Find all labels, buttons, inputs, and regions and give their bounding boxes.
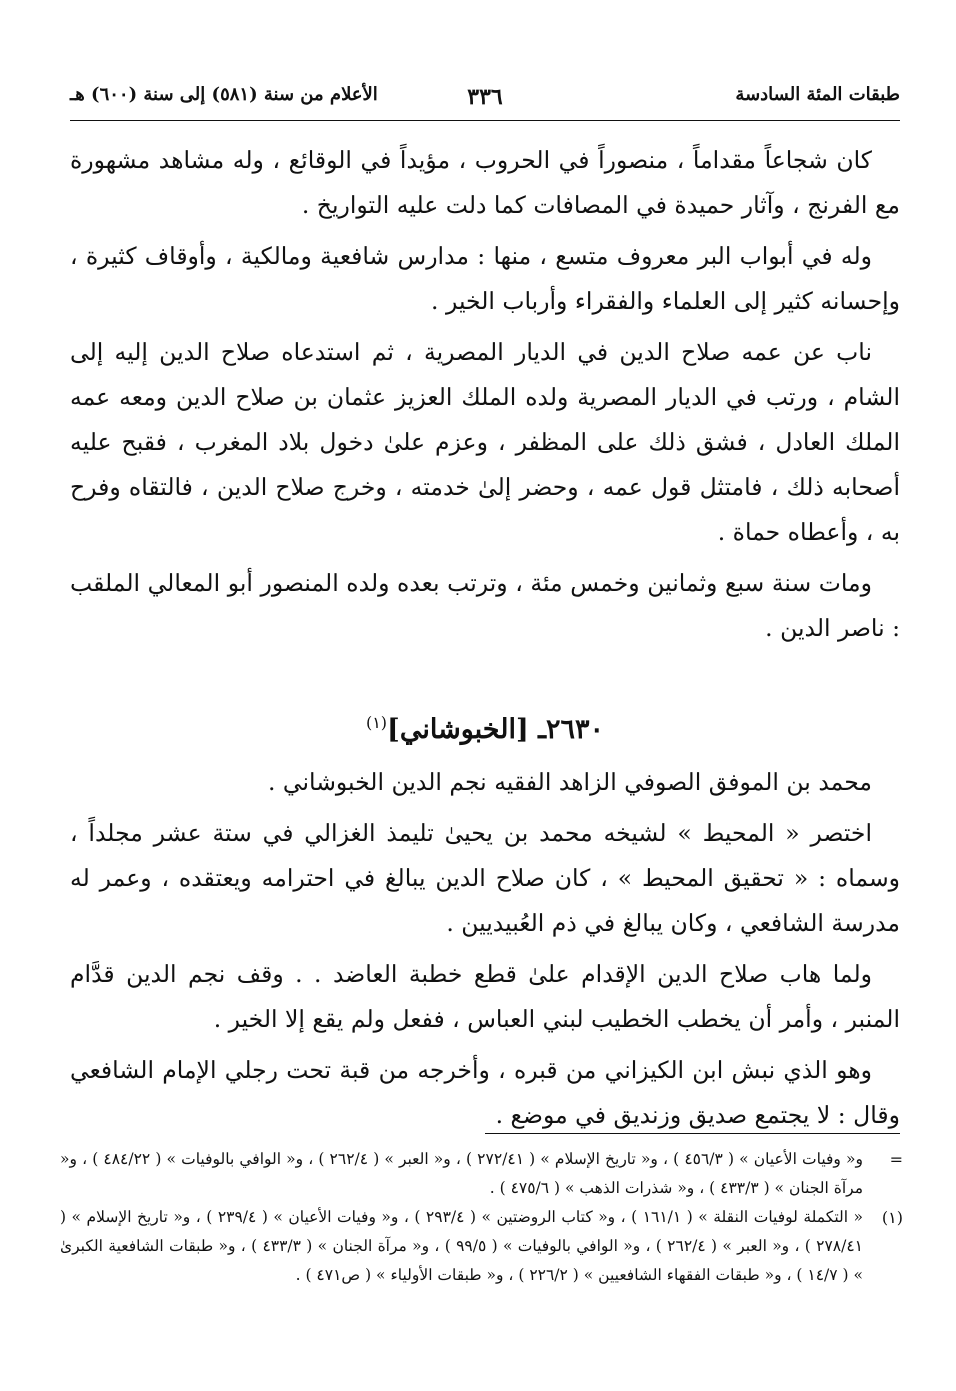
paragraph: كان شجاعاً مقداماً ، منصوراً في الحروب ، مؤيداً في الوقائع ، وله مشاهد مشهورة مع الفرنج ، وآثار حميدة في المصافات كما دلت عليه التواريخ .: [70, 146, 900, 219]
paragraph: ناب عن عمه صلاح الدين في الديار المصرية ، ثم استدعاه صلاح الدين إليه إلى الشام ، ورتب في الديار المصرية ولده الملك العزيز عثمان بن صلاح الدين ومعه عمه الملك العادل ، فشق ذلك على المظفر ، وعزم علىٰ دخول بلاد المغرب ، فقبح عليه أصحابه ذلك ، فامتثل قول عمه ، وحضر إلىٰ خدمته ، وخرج صلاح الدين ، فالتقاه وفرح به ، وأعطاه حماة .: [70, 338, 900, 546]
running-header: [70, 84, 900, 118]
footnote-mark: (١): [881, 1208, 903, 1227]
paragraph: وهو الذي نبش ابن الكيزاني من قبره ، وأخرجه من قبة تحت رجلي الإمام الشافعي وقال : لا يجتمع صديق وزنديق في موضع .: [70, 1056, 900, 1129]
footnote: [60, 1145, 903, 1203]
header-section-title: طبقات المئة السادسة: [735, 84, 900, 105]
footnote: [60, 1203, 903, 1290]
footnote-text: و« وفيات الأعيان » ( ٤٥٦/٣ ) ، و« تاريخ الإسلام » ( ٢٧٢/٤١ ) ، و« العبر » ( ٢٦٢/٤ ) ، و« الوافي بالوفيات » ( ٤٨٤/٢٢ ) ، و« مرآة الجنان » ( ٤٣٣/٣ ) ، و« شذرات الذهب » ( ٤٧٥/٦ ) .: [60, 1150, 863, 1197]
footnote-divider: [485, 1133, 900, 1134]
footnote-reference: (١): [365, 713, 388, 732]
page-number: ٣٣٦: [467, 84, 503, 110]
footnote-mark: =: [889, 1150, 903, 1169]
paragraph: وله في أبواب البر معروف متسع ، منها : مدارس شافعية ومالكية ، وأوقاف كثيرة ، وإحسانه كثير إلى العلماء والفقراء وأرباب الخير .: [70, 242, 900, 315]
footnote-text: « التكملة لوفيات النقلة » ( ١٦١/١ ) ، و« كتاب الروضتين » ( ٢٩٣/٤ ) ، و« وفيات الأعيان » ( ٢٣٩/٤ ) ، و« تاريخ الإسلام » ( ٢٧٨/٤١ ) ، و« العبر » ( ٢٦٢/٤ ) ، و« الوافي بالوفيات » ( ٩٩/٥ ) ، و« مرآة الجنان » ( ٤٣٣/٣ ) ، و« طبقات الشافعية الكبرىٰ » ( ١٤/٧ ) ، و« طبقات الفقهاء الشافعيين » ( ٢٢٦/٢ ) ، و« طبقات الأولياء » ( ص٤٧١ ) .: [60, 1208, 864, 1284]
header-era-range: الأعلام من سنة (٥٨١) إلى سنة (٦٠٠) هـ: [70, 84, 378, 105]
entry-heading: [70, 699, 900, 754]
paragraph: اختصر « المحيط » لشيخه محمد بن يحيىٰ تليمذ الغزالي في ستة عشر مجلداً ، وسماه : « تحقيق المحيط » ، كان صلاح الدين يبالغ في احترامه ويعتقده ، وعمر له مدرسة الشافعي ، وكان يبالغ في ذم العُبيديين .: [70, 819, 900, 937]
paragraph: ولما هاب صلاح الدين الإقدام علىٰ قطع خطبة العاضد . . وقف نجم الدين قدَّام المنبر ، وأمر أن يخطب الخطيب لبني العباس ، ففعل ولم يقع إلا الخير .: [70, 960, 900, 1033]
entry-title: ٢٦٣٠ـ [الخبوشاني]: [387, 714, 605, 745]
paragraph: محمد بن الموفق الصوفي الزاهد الفقيه نجم الدين الخبوشاني .: [267, 768, 872, 796]
page-body: [70, 138, 900, 1144]
footnotes: [60, 1145, 903, 1290]
paragraph: ومات سنة سبع وثمانين وخمس مئة ، وترتب بعده ولده المنصور أبو المعالي الملقب : ناصر الدين .: [70, 569, 900, 642]
header-divider: [70, 120, 900, 121]
